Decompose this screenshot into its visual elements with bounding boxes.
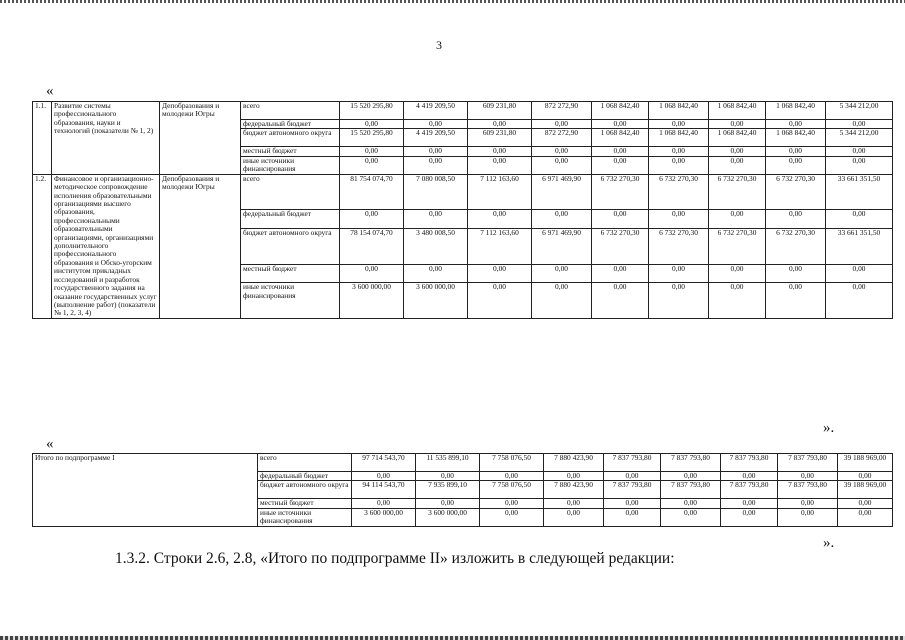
scan-edge-top	[0, 0, 905, 3]
amount-cell: 7 837 793,80	[661, 454, 721, 472]
amount-cell: 6 971 469,90	[532, 174, 592, 210]
amount-cell: 0,00	[352, 472, 416, 481]
amount-cell: 0,00	[778, 508, 838, 526]
amount-cell: 0,00	[532, 264, 592, 283]
amount-cell: 0,00	[649, 156, 709, 174]
amount-cell: 0,00	[340, 156, 404, 174]
amount-cell: 0,00	[766, 210, 826, 229]
amount-cell: 7 935 899,10	[416, 481, 480, 499]
activity-name: Развитие системы профессионального образования, науки и технологий (показатели № 1, 2)	[52, 102, 160, 175]
amount-cell: 0,00	[766, 283, 826, 319]
funding-source: иные источники финансирования	[258, 508, 352, 526]
amount-cell: 0,00	[532, 120, 592, 129]
amount-cell: 0,00	[592, 147, 649, 156]
amount-cell: 0,00	[838, 499, 893, 508]
amount-cell: 609 231,80	[468, 102, 532, 120]
amount-cell: 0,00	[480, 472, 544, 481]
close-quote-1: ».	[823, 420, 835, 436]
amount-cell: 78 154 074,70	[340, 228, 404, 264]
open-quote-2: «	[46, 436, 54, 452]
amount-cell: 0,00	[532, 210, 592, 229]
amount-cell: 7 758 076,50	[480, 454, 544, 472]
amount-cell: 0,00	[826, 156, 893, 174]
funding-source: федеральный бюджет	[258, 472, 352, 481]
amount-cell: 6 732 270,30	[592, 174, 649, 210]
amount-cell: 0,00	[352, 499, 416, 508]
amount-cell: 0,00	[649, 210, 709, 229]
funding-source: федеральный бюджет	[241, 120, 340, 129]
amount-cell: 0,00	[544, 508, 604, 526]
amount-cell: 1 068 842,40	[709, 102, 766, 120]
amount-cell: 0,00	[468, 264, 532, 283]
amount-cell: 7 837 793,80	[721, 454, 778, 472]
amount-cell: 0,00	[661, 508, 721, 526]
amount-cell: 0,00	[604, 472, 661, 481]
amendment-paragraph: 1.3.2. Строки 2.6, 2.8, «Итого по подпрограмме II» изложить в следующей редакции:	[115, 550, 675, 567]
amount-cell: 7 080 008,50	[404, 174, 468, 210]
amount-cell: 0,00	[778, 472, 838, 481]
amount-cell: 11 535 899,10	[416, 454, 480, 472]
amount-cell: 0,00	[592, 156, 649, 174]
funding-source: федеральный бюджет	[241, 210, 340, 229]
amount-cell: 0,00	[838, 508, 893, 526]
funding-source: всего	[258, 454, 352, 472]
amount-cell: 0,00	[340, 210, 404, 229]
amount-cell: 0,00	[826, 147, 893, 156]
amount-cell: 0,00	[468, 283, 532, 319]
amount-cell: 0,00	[340, 264, 404, 283]
amount-cell: 0,00	[826, 283, 893, 319]
funding-source: иные источники финансирования	[241, 283, 340, 319]
amount-cell: 7 837 793,80	[778, 481, 838, 499]
amount-cell: 0,00	[592, 283, 649, 319]
amount-cell: 6 732 270,30	[709, 228, 766, 264]
amount-cell: 0,00	[340, 120, 404, 129]
scan-edge-bottom	[0, 636, 905, 640]
amount-cell: 0,00	[468, 147, 532, 156]
funding-source: бюджет автономного округа	[241, 129, 340, 147]
amount-cell: 0,00	[544, 499, 604, 508]
funding-source: всего	[241, 102, 340, 120]
amount-cell: 7 837 793,80	[604, 454, 661, 472]
amount-cell: 0,00	[404, 147, 468, 156]
amount-cell: 1 068 842,40	[592, 102, 649, 120]
amount-cell: 4 419 209,50	[404, 102, 468, 120]
funding-source: всего	[241, 174, 340, 210]
amount-cell: 0,00	[721, 499, 778, 508]
amount-cell: 3 600 000,00	[416, 508, 480, 526]
amount-cell: 15 520 295,80	[340, 102, 404, 120]
funding-source: бюджет автономного округа	[241, 228, 340, 264]
amount-cell: 7 112 163,60	[468, 174, 532, 210]
amount-cell: 6 732 270,30	[649, 228, 709, 264]
table-row	[33, 102, 893, 120]
amount-cell: 7 837 793,80	[721, 481, 778, 499]
page-number: 3	[436, 38, 442, 52]
amount-cell: 0,00	[468, 156, 532, 174]
amount-cell: 7 758 076,50	[480, 481, 544, 499]
amount-cell: 872 272,90	[532, 129, 592, 147]
amount-cell: 7 837 793,80	[661, 481, 721, 499]
open-quote-1: «	[46, 83, 54, 99]
amount-cell: 0,00	[532, 156, 592, 174]
table-row	[33, 174, 893, 210]
amount-cell: 15 520 295,80	[340, 129, 404, 147]
amount-cell: 6 732 270,30	[592, 228, 649, 264]
amount-cell: 0,00	[404, 156, 468, 174]
amount-cell: 0,00	[592, 264, 649, 283]
amount-cell: 3 600 000,00	[352, 508, 416, 526]
amount-cell: 609 231,80	[468, 129, 532, 147]
amount-cell: 0,00	[766, 147, 826, 156]
amount-cell: 1 068 842,40	[766, 129, 826, 147]
program-table	[32, 101, 893, 319]
amount-cell: 0,00	[404, 264, 468, 283]
amount-cell: 0,00	[604, 508, 661, 526]
amount-cell: 97 714 543,70	[352, 454, 416, 472]
amount-cell: 7 112 163,60	[468, 228, 532, 264]
amount-cell: 0,00	[592, 210, 649, 229]
amount-cell: 6 732 270,30	[649, 174, 709, 210]
amount-cell: 5 344 212,00	[826, 102, 893, 120]
amount-cell: 5 344 212,00	[826, 129, 893, 147]
amount-cell: 0,00	[468, 210, 532, 229]
amount-cell: 1 068 842,40	[649, 102, 709, 120]
amount-cell: 3 600 000,00	[404, 283, 468, 319]
amount-cell: 0,00	[480, 508, 544, 526]
amount-cell: 6 971 469,90	[532, 228, 592, 264]
amount-cell: 0,00	[649, 147, 709, 156]
funding-source: местный бюджет	[258, 499, 352, 508]
amount-cell: 0,00	[416, 472, 480, 481]
amount-cell: 0,00	[766, 156, 826, 174]
amount-cell: 0,00	[778, 499, 838, 508]
amount-cell: 7 880 423,90	[544, 481, 604, 499]
amount-cell: 0,00	[766, 264, 826, 283]
amount-cell: 0,00	[826, 264, 893, 283]
amount-cell: 94 114 543,70	[352, 481, 416, 499]
amount-cell: 1 068 842,40	[592, 129, 649, 147]
amount-cell: 0,00	[649, 120, 709, 129]
amount-cell: 0,00	[709, 147, 766, 156]
amount-cell: 0,00	[649, 264, 709, 283]
amount-cell: 0,00	[604, 499, 661, 508]
amount-cell: 7 880 423,90	[544, 454, 604, 472]
funding-source: местный бюджет	[241, 147, 340, 156]
amount-cell: 6 732 270,30	[766, 174, 826, 210]
amount-cell: 0,00	[709, 156, 766, 174]
amount-cell: 0,00	[766, 120, 826, 129]
amount-cell: 33 661 351,50	[826, 228, 893, 264]
amount-cell: 0,00	[721, 508, 778, 526]
amount-cell: 0,00	[544, 472, 604, 481]
amount-cell: 0,00	[532, 147, 592, 156]
amount-cell: 1 068 842,40	[709, 129, 766, 147]
amount-cell: 7 837 793,80	[778, 454, 838, 472]
amount-cell: 0,00	[404, 210, 468, 229]
amount-cell: 3 600 000,00	[340, 283, 404, 319]
amount-cell: 6 732 270,30	[709, 174, 766, 210]
amount-cell: 0,00	[709, 210, 766, 229]
amount-cell: 0,00	[826, 210, 893, 229]
subprogram-total-table	[32, 453, 893, 527]
amount-cell: 0,00	[838, 472, 893, 481]
close-quote-2: ».	[823, 535, 835, 551]
amount-cell: 1 068 842,40	[649, 129, 709, 147]
amount-cell: 0,00	[661, 472, 721, 481]
amount-cell: 0,00	[480, 499, 544, 508]
amount-cell: 4 419 209,50	[404, 129, 468, 147]
amount-cell: 0,00	[661, 499, 721, 508]
amount-cell: 39 188 969,00	[838, 481, 893, 499]
row-number: 1.2.	[33, 174, 52, 318]
amount-cell: 0,00	[649, 283, 709, 319]
amount-cell: 33 661 351,50	[826, 174, 893, 210]
funding-source: бюджет автономного округа	[258, 481, 352, 499]
amount-cell: 39 188 969,00	[838, 454, 893, 472]
funding-source: местный бюджет	[241, 264, 340, 283]
amount-cell: 1 068 842,40	[766, 102, 826, 120]
funding-source: иные источники финансирования	[241, 156, 340, 174]
table-row	[33, 454, 893, 472]
amount-cell: 0,00	[709, 120, 766, 129]
amount-cell: 0,00	[416, 499, 480, 508]
amount-cell: 0,00	[468, 120, 532, 129]
amount-cell: 7 837 793,80	[604, 481, 661, 499]
amount-cell: 0,00	[721, 472, 778, 481]
responsible-executor: Депобразования и молодежи Югры	[160, 102, 241, 175]
amount-cell: 81 754 074,70	[340, 174, 404, 210]
amount-cell: 872 272,90	[532, 102, 592, 120]
amount-cell: 0,00	[709, 264, 766, 283]
amount-cell: 0,00	[826, 120, 893, 129]
row-number: 1.1.	[33, 102, 52, 175]
amount-cell: 0,00	[709, 283, 766, 319]
amount-cell: 0,00	[340, 147, 404, 156]
total-label: Итого по подпрограмме I	[33, 454, 258, 527]
amount-cell: 0,00	[532, 283, 592, 319]
amount-cell: 6 732 270,30	[766, 228, 826, 264]
amount-cell: 0,00	[592, 120, 649, 129]
activity-name: Финансовое и организационно-методическое сопровождение исполнения образовательными организациями высшего образования, профессиональными образовательными организациями, организациями дополнительного профессионального образования и Обско-угорским институтом прикладных исследований и разработок государственного задания на оказание государственных услуг (выполнение работ) (показатели № 1, 2, 3, 4)	[52, 174, 160, 318]
amount-cell: 3 480 008,50	[404, 228, 468, 264]
responsible-executor: Депобразования и молодежи Югры	[160, 174, 241, 318]
amount-cell: 0,00	[404, 120, 468, 129]
